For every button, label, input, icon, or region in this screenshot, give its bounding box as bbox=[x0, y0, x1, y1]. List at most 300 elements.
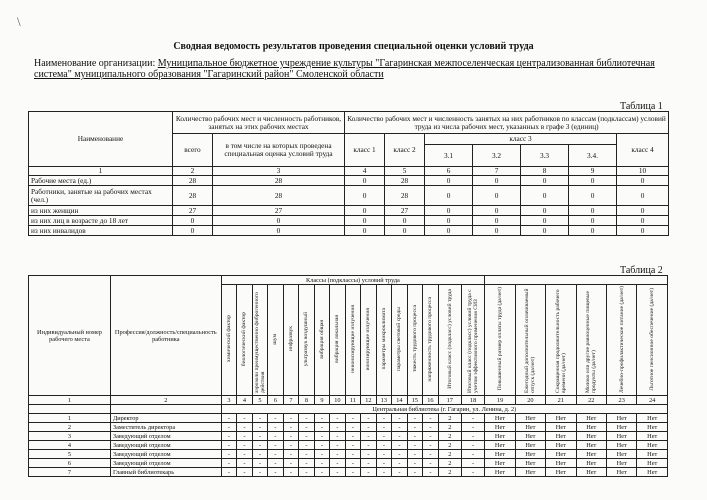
t2-col-number: 11 bbox=[345, 396, 361, 405]
factor-class: - bbox=[252, 414, 268, 423]
table1-label: Таблица 1 bbox=[620, 101, 663, 112]
factor-class: - bbox=[361, 441, 377, 450]
factor-class: - bbox=[392, 414, 408, 423]
profession: Заведующий отделом bbox=[110, 450, 221, 459]
cell-value: 28 bbox=[385, 176, 425, 186]
factor-class: - bbox=[314, 432, 330, 441]
t2-col-number: 20 bbox=[515, 396, 545, 405]
factor-class: - bbox=[392, 450, 408, 459]
t2-factor-header bbox=[438, 285, 461, 396]
factor-class: - bbox=[237, 450, 253, 459]
cell-value: 27 bbox=[173, 206, 213, 216]
guarantee-value: Нет bbox=[485, 468, 515, 477]
table-row bbox=[29, 450, 668, 459]
factor-class: - bbox=[314, 468, 330, 477]
t2-col-number: 8 bbox=[299, 396, 315, 405]
t1-header-name: Наименование bbox=[29, 112, 173, 167]
guarantee-value: Нет bbox=[576, 450, 606, 459]
factor-label: напряженность трудового процесса bbox=[427, 296, 434, 382]
t1-header-3-3: 3.3 bbox=[521, 145, 569, 167]
factor-label: параметры микроклимата bbox=[380, 308, 387, 370]
t1-header-special: в том числе на которых проведена специальная оценка условий труда bbox=[213, 134, 345, 167]
guarantee-value: Нет bbox=[515, 414, 545, 423]
factor-class: - bbox=[376, 468, 392, 477]
factor-class: - bbox=[221, 468, 237, 477]
factor-class: - bbox=[237, 414, 253, 423]
factor-class: - bbox=[252, 450, 268, 459]
guarantee-value: Нет bbox=[637, 414, 668, 423]
cell-value: 27 bbox=[213, 206, 345, 216]
final-class: 2 bbox=[438, 468, 461, 477]
t1-header-count: Количество рабочих мест и численность работников, занятых на этих рабочих местах bbox=[173, 112, 345, 134]
factor-class: - bbox=[345, 432, 361, 441]
factor-class: - bbox=[407, 414, 423, 423]
guarantee-value: Нет bbox=[546, 432, 576, 441]
factor-label: Повышенный размер оплаты труда (да/нет) bbox=[496, 287, 503, 391]
cell-value: 0 bbox=[425, 206, 473, 216]
t2-col-number: 18 bbox=[461, 396, 484, 405]
factor-class: - bbox=[330, 468, 346, 477]
factor-label: вибрация общая bbox=[318, 319, 325, 359]
factor-class: - bbox=[299, 414, 315, 423]
factor-class: - bbox=[314, 423, 330, 432]
cell-value: 28 bbox=[213, 176, 345, 186]
factor-class: - bbox=[221, 423, 237, 432]
factor-class: - bbox=[252, 459, 268, 468]
t2-factor-header bbox=[361, 285, 377, 396]
t1-col-number: 3 bbox=[213, 167, 345, 176]
factor-class: - bbox=[345, 450, 361, 459]
t2-col-number: 17 bbox=[438, 396, 461, 405]
profession: Заведующий отделом bbox=[110, 432, 221, 441]
cell-value: 0 bbox=[385, 226, 425, 236]
profession: Заведующий отделом bbox=[110, 441, 221, 450]
t2-header-number: Индивидуальный номер рабочего места bbox=[29, 276, 111, 396]
factor-class: - bbox=[392, 441, 408, 450]
t1-col-number: 5 bbox=[385, 167, 425, 176]
factor-class: - bbox=[376, 450, 392, 459]
t1-col-number: 4 bbox=[345, 167, 385, 176]
table-row bbox=[29, 216, 669, 226]
profession: Главный библиотекарь bbox=[110, 468, 221, 477]
factor-class: - bbox=[299, 468, 315, 477]
factor-class: - bbox=[299, 432, 315, 441]
factor-class: - bbox=[299, 423, 315, 432]
guarantee-value: Нет bbox=[515, 459, 545, 468]
final-class-siz: - bbox=[461, 468, 484, 477]
factor-class: - bbox=[283, 423, 299, 432]
workplace-number: 2 bbox=[29, 423, 111, 432]
cell-value: 0 bbox=[473, 226, 521, 236]
document-title: Сводная ведомость результатов проведения специальной оценки условий труда bbox=[173, 41, 534, 52]
t1-col-number: 7 bbox=[473, 167, 521, 176]
guarantee-value: Нет bbox=[515, 468, 545, 477]
cell-value: 0 bbox=[569, 226, 617, 236]
t1-col-number: 2 bbox=[173, 167, 213, 176]
t2-col-number: 2 bbox=[110, 396, 221, 405]
cell-value: 27 bbox=[385, 206, 425, 216]
factor-label: ионизирующие излучения bbox=[365, 307, 372, 371]
t2-col-number: 19 bbox=[485, 396, 515, 405]
t2-factor-header bbox=[423, 285, 439, 396]
factor-class: - bbox=[221, 432, 237, 441]
factor-class: - bbox=[283, 450, 299, 459]
row-label: из них женщин bbox=[29, 206, 173, 216]
cell-value: 0 bbox=[569, 176, 617, 186]
factor-class: - bbox=[361, 423, 377, 432]
factor-class: - bbox=[407, 441, 423, 450]
factor-label: инфразвук bbox=[287, 326, 294, 352]
table-row bbox=[29, 206, 669, 216]
guarantee-value: Нет bbox=[485, 432, 515, 441]
guarantee-value: Нет bbox=[485, 459, 515, 468]
cell-value: 0 bbox=[569, 186, 617, 206]
factor-class: - bbox=[407, 432, 423, 441]
factor-class: - bbox=[361, 432, 377, 441]
factor-class: - bbox=[376, 423, 392, 432]
guarantee-value: Нет bbox=[576, 423, 606, 432]
factor-class: - bbox=[299, 441, 315, 450]
cell-value: 0 bbox=[521, 216, 569, 226]
t1-header-class2: класс 2 bbox=[385, 134, 425, 167]
factor-label: биологический фактор bbox=[241, 311, 248, 367]
factor-label: Лечебно-профилактическое питание (да/нет) bbox=[618, 285, 625, 393]
cell-value: 0 bbox=[385, 216, 425, 226]
factor-label: Итоговый класс (подкласс) условий труда bbox=[446, 289, 453, 389]
cell-value: 0 bbox=[617, 186, 669, 206]
guarantee-value: Нет bbox=[606, 459, 636, 468]
workplace-number: 5 bbox=[29, 450, 111, 459]
cell-value: 0 bbox=[345, 206, 385, 216]
factor-class: - bbox=[283, 468, 299, 477]
cell-value: 0 bbox=[617, 226, 669, 236]
table-row bbox=[29, 468, 668, 477]
factor-class: - bbox=[314, 441, 330, 450]
factor-label: Ежегодный дополнительный оплачиваемый отпуск (да/нет) bbox=[524, 288, 537, 393]
workplace-number: 7 bbox=[29, 468, 111, 477]
table-row bbox=[29, 414, 668, 423]
factor-class: - bbox=[423, 450, 439, 459]
t1-header-class3: класс 3 bbox=[425, 134, 617, 145]
factor-label: химический фактор bbox=[225, 315, 232, 363]
cell-value: 28 bbox=[213, 186, 345, 206]
t2-header-guarantees bbox=[485, 276, 668, 285]
factor-class: - bbox=[423, 441, 439, 450]
guarantee-value: Нет bbox=[546, 441, 576, 450]
factor-label: Итоговый класс (подкласс) условий труда с учетом эффективного применения СИЗ bbox=[467, 289, 480, 393]
factor-class: - bbox=[283, 459, 299, 468]
final-class: 2 bbox=[438, 414, 461, 423]
table2 bbox=[28, 275, 668, 477]
final-class-siz: - bbox=[461, 432, 484, 441]
guarantee-value: Нет bbox=[637, 423, 668, 432]
guarantee-value: Нет bbox=[546, 468, 576, 477]
guarantee-value: Нет bbox=[637, 441, 668, 450]
final-class: 2 bbox=[438, 441, 461, 450]
factor-class: - bbox=[237, 423, 253, 432]
t2-col-number: 23 bbox=[606, 396, 636, 405]
t2-col-number: 5 bbox=[252, 396, 268, 405]
factor-class: - bbox=[237, 468, 253, 477]
cell-value: 0 bbox=[345, 216, 385, 226]
factor-class: - bbox=[221, 459, 237, 468]
factor-class: - bbox=[423, 432, 439, 441]
t2-factor-header bbox=[515, 285, 545, 396]
cell-value: 0 bbox=[569, 216, 617, 226]
t2-factor-header bbox=[330, 285, 346, 396]
cell-value: 0 bbox=[521, 226, 569, 236]
t2-factor-header bbox=[252, 285, 268, 396]
t2-col-number: 4 bbox=[237, 396, 253, 405]
final-class-siz: - bbox=[461, 450, 484, 459]
t1-col-number: 6 bbox=[425, 167, 473, 176]
t2-factor-header bbox=[299, 285, 315, 396]
final-class: 2 bbox=[438, 432, 461, 441]
t2-col-number: 24 bbox=[637, 396, 668, 405]
row-label: из них лиц в возрасте до 18 лет bbox=[29, 216, 173, 226]
t1-header-3-2: 3.2 bbox=[473, 145, 521, 167]
factor-class: - bbox=[407, 459, 423, 468]
t2-factor-header bbox=[345, 285, 361, 396]
final-class: 2 bbox=[438, 459, 461, 468]
guarantee-value: Нет bbox=[637, 450, 668, 459]
table-row bbox=[29, 226, 669, 236]
t2-col-number: 14 bbox=[392, 396, 408, 405]
t1-col-number: 9 bbox=[569, 167, 617, 176]
factor-class: - bbox=[314, 459, 330, 468]
factor-class: - bbox=[345, 459, 361, 468]
factor-class: - bbox=[361, 414, 377, 423]
factor-class: - bbox=[268, 432, 284, 441]
cell-value: 0 bbox=[521, 176, 569, 186]
final-class: 2 bbox=[438, 423, 461, 432]
t2-col-number: 6 bbox=[268, 396, 284, 405]
factor-class: - bbox=[423, 423, 439, 432]
factor-class: - bbox=[221, 450, 237, 459]
factor-class: - bbox=[392, 432, 408, 441]
t2-col-number: 1 bbox=[29, 396, 111, 405]
cell-value: 0 bbox=[473, 176, 521, 186]
t2-factor-header bbox=[576, 285, 606, 396]
final-class-siz: - bbox=[461, 414, 484, 423]
factor-class: - bbox=[423, 468, 439, 477]
final-class-siz: - bbox=[461, 459, 484, 468]
final-class-siz: - bbox=[461, 441, 484, 450]
guarantee-value: Нет bbox=[515, 423, 545, 432]
factor-label: Сокращенная продолжительность рабочего времени (да/нет) bbox=[554, 289, 567, 393]
cell-value: 0 bbox=[173, 216, 213, 226]
guarantee-value: Нет bbox=[606, 414, 636, 423]
factor-label: вибрация локальная bbox=[334, 315, 341, 363]
factor-class: - bbox=[221, 441, 237, 450]
guarantee-value: Нет bbox=[576, 441, 606, 450]
factor-class: - bbox=[252, 441, 268, 450]
t1-col-number: 8 bbox=[521, 167, 569, 176]
factor-class: - bbox=[221, 414, 237, 423]
cell-value: 0 bbox=[617, 216, 669, 226]
row-label: Рабочие места (ед.) bbox=[29, 176, 173, 186]
workplace-number: 1 bbox=[29, 414, 111, 423]
table1 bbox=[28, 111, 669, 236]
workplace-number: 6 bbox=[29, 459, 111, 468]
factor-class: - bbox=[376, 432, 392, 441]
section-spacer bbox=[29, 405, 111, 414]
factor-class: - bbox=[330, 459, 346, 468]
organization-line bbox=[34, 58, 674, 80]
guarantee-value: Нет bbox=[576, 432, 606, 441]
t2-factor-header bbox=[283, 285, 299, 396]
t2-col-number: 13 bbox=[376, 396, 392, 405]
cell-value: 0 bbox=[425, 176, 473, 186]
guarantee-value: Нет bbox=[576, 468, 606, 477]
factor-class: - bbox=[283, 432, 299, 441]
margin-mark: \ bbox=[17, 14, 21, 29]
t1-header-classes: Количество рабочих мест и численность занятых на них работников по классам (подклассам) условий труда из числа рабочих мест, указанных в графе 3 (единиц) bbox=[345, 112, 669, 134]
table-row bbox=[29, 176, 669, 186]
cell-value: 28 bbox=[385, 186, 425, 206]
cell-value: 0 bbox=[617, 176, 669, 186]
factor-label: шум bbox=[272, 333, 279, 345]
t1-header-class4: класс 4 bbox=[617, 134, 669, 167]
guarantee-value: Нет bbox=[637, 468, 668, 477]
factor-class: - bbox=[268, 468, 284, 477]
profession: Заведующий отделом bbox=[110, 459, 221, 468]
factor-class: - bbox=[361, 450, 377, 459]
row-label: Работники, занятые на рабочих местах (чел.) bbox=[29, 186, 173, 206]
cell-value: 0 bbox=[345, 176, 385, 186]
cell-value: 0 bbox=[521, 206, 569, 216]
cell-value: 0 bbox=[173, 226, 213, 236]
t2-col-number: 7 bbox=[283, 396, 299, 405]
factor-class: - bbox=[268, 450, 284, 459]
cell-value: 0 bbox=[425, 226, 473, 236]
factor-class: - bbox=[345, 468, 361, 477]
t2-col-number: 21 bbox=[546, 396, 576, 405]
table2-label: Таблица 2 bbox=[620, 265, 663, 276]
factor-class: - bbox=[252, 423, 268, 432]
factor-label: неионизирующие излучения bbox=[349, 305, 356, 373]
factor-class: - bbox=[345, 423, 361, 432]
cell-value: 28 bbox=[173, 176, 213, 186]
factor-class: - bbox=[283, 414, 299, 423]
factor-class: - bbox=[376, 441, 392, 450]
t1-header-3-1: 3.1 bbox=[425, 145, 473, 167]
section-spacer bbox=[110, 405, 221, 414]
cell-value: 0 bbox=[569, 206, 617, 216]
guarantee-value: Нет bbox=[546, 450, 576, 459]
factor-class: - bbox=[392, 459, 408, 468]
factor-class: - bbox=[299, 459, 315, 468]
factor-class: - bbox=[407, 450, 423, 459]
guarantee-value: Нет bbox=[606, 468, 636, 477]
section-title: Центральная библиотека (г. Гагарин, ул. Ленина, д. 2) bbox=[221, 405, 667, 414]
workplace-number: 4 bbox=[29, 441, 111, 450]
table-row bbox=[29, 423, 668, 432]
table-row bbox=[29, 459, 668, 468]
guarantee-value: Нет bbox=[515, 441, 545, 450]
cell-value: 0 bbox=[345, 186, 385, 206]
t2-factor-header bbox=[376, 285, 392, 396]
table-row bbox=[29, 432, 668, 441]
factor-class: - bbox=[237, 459, 253, 468]
factor-class: - bbox=[330, 441, 346, 450]
guarantee-value: Нет bbox=[606, 441, 636, 450]
t1-col-number: 1 bbox=[29, 167, 173, 176]
guarantee-value: Нет bbox=[576, 459, 606, 468]
factor-class: - bbox=[376, 414, 392, 423]
t2-factor-header bbox=[268, 285, 284, 396]
factor-class: - bbox=[268, 414, 284, 423]
guarantee-value: Нет bbox=[637, 459, 668, 468]
factor-class: - bbox=[268, 423, 284, 432]
t2-col-number: 15 bbox=[407, 396, 423, 405]
guarantee-value: Нет bbox=[546, 414, 576, 423]
factor-class: - bbox=[361, 459, 377, 468]
factor-class: - bbox=[283, 441, 299, 450]
factor-label: Молоко или другие равноценные пищевые продукты (да/нет) bbox=[585, 291, 598, 393]
table-row bbox=[29, 441, 668, 450]
factor-class: - bbox=[314, 450, 330, 459]
t2-col-number: 16 bbox=[423, 396, 439, 405]
guarantee-value: Нет bbox=[606, 432, 636, 441]
t1-header-class1: класс 1 bbox=[345, 134, 385, 167]
cell-value: 0 bbox=[425, 186, 473, 206]
guarantee-value: Нет bbox=[485, 414, 515, 423]
t1-header-total: всего bbox=[173, 134, 213, 167]
t2-factor-header bbox=[392, 285, 408, 396]
t2-col-number: 22 bbox=[576, 396, 606, 405]
t2-col-number: 3 bbox=[221, 396, 237, 405]
guarantee-value: Нет bbox=[606, 423, 636, 432]
final-class: 2 bbox=[438, 450, 461, 459]
factor-class: - bbox=[361, 468, 377, 477]
guarantee-value: Нет bbox=[515, 432, 545, 441]
cell-value: 0 bbox=[473, 216, 521, 226]
factor-class: - bbox=[330, 423, 346, 432]
factor-class: - bbox=[299, 450, 315, 459]
factor-class: - bbox=[330, 414, 346, 423]
factor-label: параметры световой среды bbox=[396, 306, 403, 372]
t2-col-number: 10 bbox=[330, 396, 346, 405]
factor-class: - bbox=[330, 432, 346, 441]
factor-class: - bbox=[423, 459, 439, 468]
cell-value: 28 bbox=[173, 186, 213, 206]
factor-class: - bbox=[376, 459, 392, 468]
profession: Директор bbox=[110, 414, 221, 423]
guarantee-value: Нет bbox=[485, 423, 515, 432]
t1-header-3-4: 3.4. bbox=[569, 145, 617, 167]
t2-factor-header bbox=[606, 285, 636, 396]
guarantee-value: Нет bbox=[485, 450, 515, 459]
t2-header-profession: Профессия/должность/специальность работника bbox=[110, 276, 221, 396]
guarantee-value: Нет bbox=[485, 441, 515, 450]
factor-class: - bbox=[314, 414, 330, 423]
factor-class: - bbox=[407, 468, 423, 477]
factor-label: тяжесть трудового процесса bbox=[411, 305, 418, 373]
t2-factor-header bbox=[546, 285, 576, 396]
row-label: из них инвалидов bbox=[29, 226, 173, 236]
factor-class: - bbox=[345, 414, 361, 423]
guarantee-value: Нет bbox=[606, 450, 636, 459]
factor-label: аэрозоли преимущественно фиброгенного действия bbox=[253, 292, 266, 393]
factor-class: - bbox=[345, 441, 361, 450]
factor-class: - bbox=[268, 459, 284, 468]
t2-header-classes: Классы (подклассы) условий труда bbox=[221, 276, 485, 285]
factor-class: - bbox=[237, 441, 253, 450]
factor-class: - bbox=[252, 468, 268, 477]
cell-value: 0 bbox=[521, 186, 569, 206]
cell-value: 0 bbox=[425, 216, 473, 226]
